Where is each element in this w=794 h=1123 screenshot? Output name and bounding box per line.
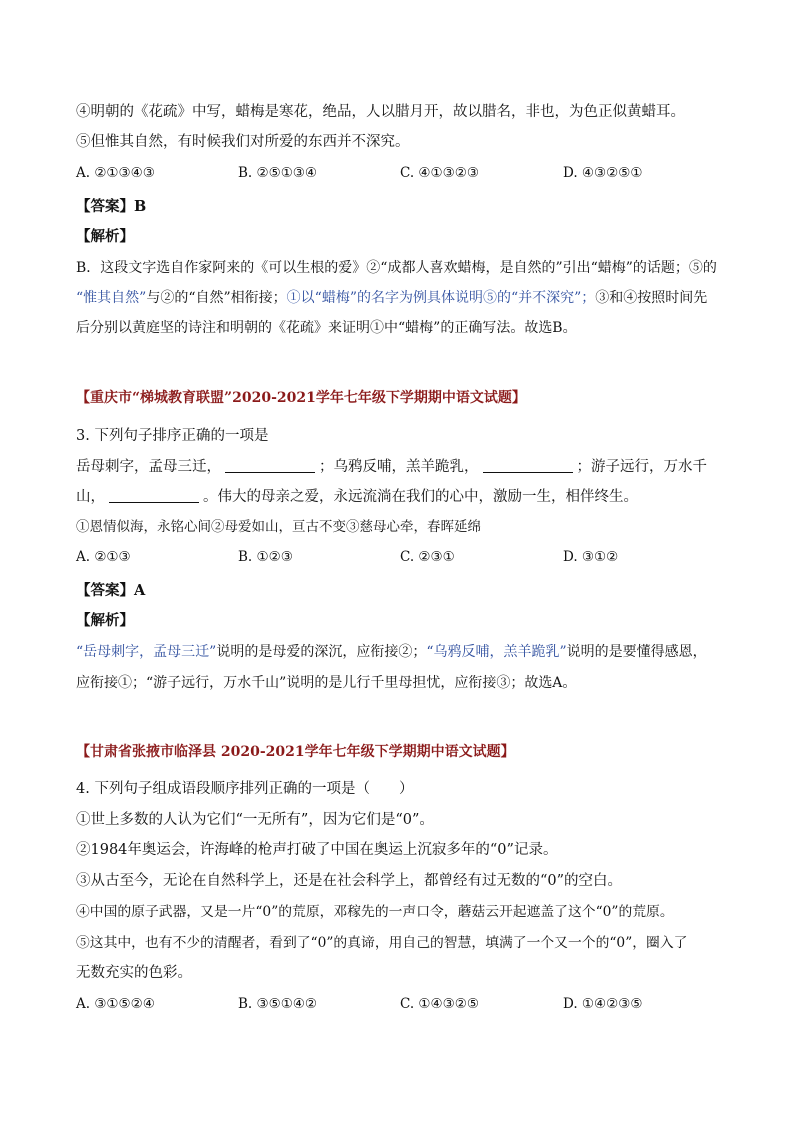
q2-analysis-line-3: 后分别以黄庭坚的诗注和明朝的《花疏》来证明①中“蜡梅”的正确写法。故选B。 bbox=[76, 320, 577, 336]
q3-blank-3 bbox=[109, 488, 199, 503]
q4-item-2: ②1984年奥运会，许海峰的枪声打破了中国在奥运上沉寂多年的“0”记录。 bbox=[76, 842, 558, 858]
q3-option-d: D. ③①② bbox=[563, 549, 619, 565]
q2-analysis-text-2: ③和④按照时间先 bbox=[595, 290, 708, 306]
q4-option-d: D. ①④②③⑤ bbox=[563, 996, 643, 1012]
q4-item-3: ③从古至今，无论在自然科学上，还是在社会科学上，都曾经有过无数的“0”的空白。 bbox=[76, 873, 623, 889]
q3-text-5: 。伟大的母亲之爱，永远流淌在我们的心中，激励一生，相伴终生。 bbox=[203, 489, 638, 505]
q4-item-1: ①世上多数的人认为它们“一无所有”，因为它们是“0”。 bbox=[76, 812, 434, 828]
q3-sentence-line-2 bbox=[76, 487, 638, 507]
q2-analysis-quote-2: ①以“蜡梅”的名字为例具体说明⑤的“并不深究”； bbox=[286, 290, 596, 306]
q3-analysis-line-2: 应衔接①；“游子远行，万水千山”说明的是儿行千里母担忧，应衔接③；故选A。 bbox=[76, 675, 577, 691]
q3-text-4: 山， bbox=[76, 489, 105, 505]
q3-text-3: ；游子远行，万水千 bbox=[576, 459, 707, 475]
q2-option-a: A. ②①③④③ bbox=[76, 165, 155, 181]
q4-option-a: A. ③①⑤②④ bbox=[76, 996, 155, 1012]
q2-item-5: ⑤但惟其自然，有时候我们对所爱的东西并不深究。 bbox=[76, 134, 410, 150]
q4-source: 【甘肃省张掖市临泽县 2020-2021学年七年级下学期期中语文试题】 bbox=[76, 744, 515, 760]
q2-answer: 【答案】B bbox=[76, 198, 147, 215]
q2-analysis-quote-1: “惟其自然” bbox=[76, 290, 147, 306]
q3-sentence-line-1 bbox=[76, 457, 707, 477]
q4-item-5-line-2: 无数充实的色彩。 bbox=[76, 965, 192, 981]
q4-question: 4. 下列句子组成语段顺序排列正确的一项是（ ） bbox=[76, 781, 414, 797]
q3-analysis-line-1 bbox=[76, 642, 707, 662]
q3-analysis-quote-2: “乌鸦反哺，羔羊跪乳” bbox=[426, 644, 567, 660]
q3-blank-1 bbox=[225, 458, 315, 473]
q4-item-4: ④中国的原子武器，又是一片“0”的荒原，邓稼先的一声口令，蘑菇云开起遮盖了这个“0”的荒原。 bbox=[76, 904, 674, 920]
q3-analysis-quote-1: “岳母刺字，孟母三迁” bbox=[76, 644, 217, 660]
q2-item-4: ④明朝的《花疏》中写，蜡梅是寒花，绝品，人以腊月开，故以腊名，非也，为色正似黄蜡耳。 bbox=[76, 104, 685, 120]
q3-items: ①恩情似海，永铭心间②母爱如山，亘古不变③慈母心牵，春晖延绵 bbox=[76, 519, 481, 535]
q2-analysis-line-1: B．这段文字选自作家阿来的《可以生根的爱》②“成都人喜欢蜡梅，是自然的”引出“蜡梅”的话题；⑤的 bbox=[76, 260, 717, 276]
q3-analysis-text-1: 说明的是母爱的深沉，应衔接②； bbox=[216, 644, 427, 660]
q3-source: 【重庆市“梯城教育联盟”2020-2021学年七年级下学期期中语文试题】 bbox=[76, 390, 526, 406]
q4-item-5-line-1: ⑤这其中，也有不少的清醒者，看到了“0”的真谛，用自己的智慧，填满了一个又一个的“0”，圈入了 bbox=[76, 935, 688, 951]
q3-blank-2 bbox=[483, 458, 573, 473]
q3-analysis-text-2: 说明的是要懂得感恩， bbox=[566, 644, 707, 660]
q3-option-c: C. ②③① bbox=[400, 549, 455, 565]
q2-analysis-text-1: 与②的“自然”相衔接； bbox=[146, 290, 287, 306]
q3-option-a: A. ②①③ bbox=[76, 549, 131, 565]
q3-answer: 【答案】A bbox=[76, 582, 146, 599]
q3-question: 3. 下列句子排序正确的一项是 bbox=[76, 428, 269, 444]
q4-option-b: B. ③⑤①④② bbox=[238, 996, 318, 1012]
q3-analysis-label: 【解析】 bbox=[76, 612, 134, 629]
q3-text-2: ；乌鸦反哺，羔羊跪乳， bbox=[319, 459, 479, 475]
q2-option-b: B. ②⑤①③④ bbox=[238, 165, 318, 181]
q3-option-b: B. ①②③ bbox=[238, 549, 293, 565]
q2-analysis-label: 【解析】 bbox=[76, 228, 134, 245]
q2-option-d: D. ④③②⑤① bbox=[563, 165, 643, 181]
q2-option-c: C. ④①③②③ bbox=[400, 165, 479, 181]
q4-option-c: C. ①④③②⑤ bbox=[400, 996, 479, 1012]
q2-analysis-line-2 bbox=[76, 288, 707, 308]
q3-text-1: 岳母刺字，孟母三迁， bbox=[76, 459, 221, 475]
